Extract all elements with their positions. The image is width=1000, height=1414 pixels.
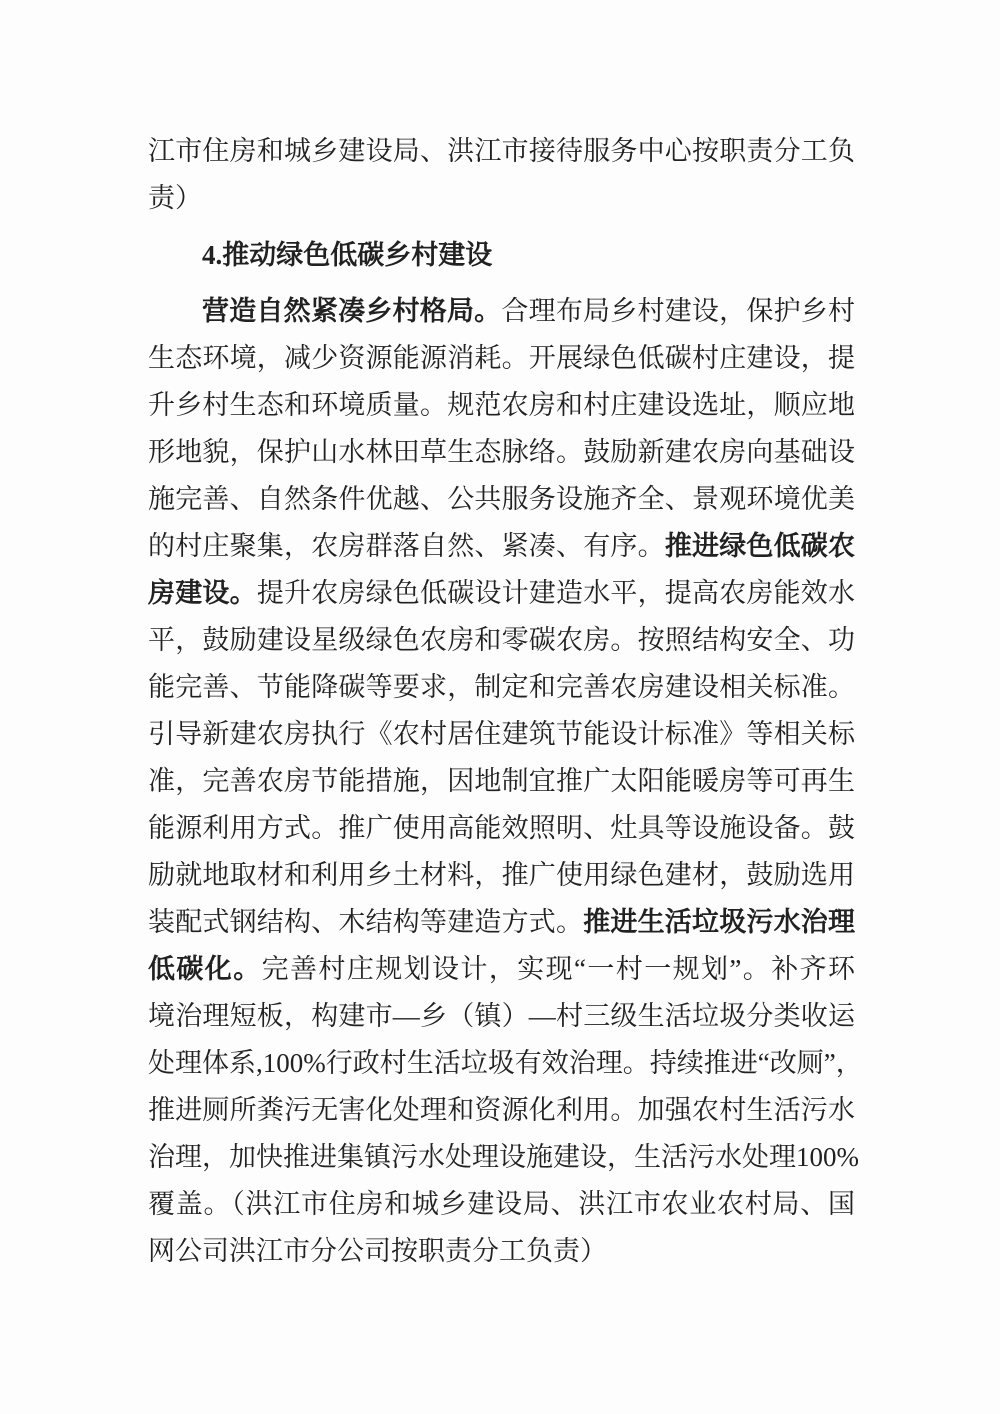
bold-text-run: 推进绿色低碳农 (664, 531, 856, 561)
text-run: 处理体系,100%行政村生活垃圾有效治理。持续推进“改厕”， (148, 1048, 863, 1078)
text-line (148, 570, 855, 617)
text-run: 形地貌，保护山水林田草生态脉络。鼓励新建农房向基础设 (148, 437, 855, 467)
text-run: 能源利用方式。推广使用高能效照明、灶具等设施设备。鼓 (148, 813, 855, 843)
section-heading (148, 232, 855, 279)
text-line (148, 288, 855, 335)
text-line (148, 852, 855, 899)
text-run: 江市住房和城乡建设局、洪江市接待服务中心按职责分工负 (148, 136, 855, 166)
text-line (148, 1228, 855, 1275)
text-line (148, 1087, 855, 1134)
text-run: 网公司洪江市分公司按职责分工负责） (148, 1236, 607, 1266)
text-line (148, 335, 855, 382)
text-run: 的村庄聚集，农房群落自然、紧凑、有序。 (148, 531, 665, 561)
text-line (148, 523, 855, 570)
text-run: 准，完善农房节能措施，因地制宜推广太阳能暖房等可再生 (148, 766, 855, 796)
text-run: 励就地取材和利用乡土材料，推广使用绿色建材，鼓励选用 (148, 860, 855, 890)
text-line (148, 758, 855, 805)
bold-text-run: 房建设。 (148, 578, 257, 608)
text-run: 施完善、自然条件优越、公共服务设施齐全、景观环境优美 (148, 484, 855, 514)
body-paragraph (148, 288, 863, 1275)
text-run: 完善村庄规划设计，实现“一村一规划”。补齐环 (261, 954, 856, 984)
text-run: 覆盖。（洪江市住房和城乡建设局、洪江市农业农村局、国 (148, 1189, 855, 1219)
text-run: 装配式钢结构、木结构等建造方式。 (148, 907, 584, 937)
text-line (148, 1181, 855, 1228)
text-line (148, 946, 855, 993)
text-line (148, 1134, 859, 1181)
text-line (148, 382, 855, 429)
text-run: 引导新建农房执行《农村居住建筑节能设计标准》等相关标 (148, 719, 855, 749)
text-run: 治理，加快推进集镇污水处理设施建设，生活污水处理100% (148, 1142, 859, 1172)
text-line (148, 128, 855, 175)
text-line (148, 175, 855, 222)
text-line (148, 899, 855, 946)
bold-text-run: 营造自然紧凑乡村格局。 (202, 296, 502, 326)
text-run: 推进厕所粪污无害化处理和资源化利用。加强农村生活污水 (148, 1095, 855, 1125)
bold-text-run: 低碳化。 (148, 954, 262, 984)
text-line (148, 993, 855, 1040)
text-line (148, 429, 855, 476)
text-run: 平，鼓励建设星级绿色农房和零碳农房。按照结构安全、功 (148, 625, 855, 655)
text-run: 合理布局乡村建设，保护乡村 (501, 296, 855, 326)
bold-text-run: 4.推动绿色低碳乡村建设 (202, 240, 493, 270)
text-line (148, 232, 855, 279)
text-line (148, 711, 855, 758)
text-run: 升乡村生态和环境质量。规范农房和村庄建设选址，顺应地 (148, 390, 855, 420)
text-line (148, 617, 855, 664)
text-run: 提升农房绿色低碳设计建造水平，提高农房能效水 (256, 578, 856, 608)
text-line (148, 476, 855, 523)
continuation-paragraph (148, 128, 855, 222)
text-run: 生态环境，减少资源能源消耗。开展绿色低碳村庄建设，提 (148, 343, 855, 373)
text-run: 能完善、节能降碳等要求，制定和完善农房建设相关标准。 (148, 672, 855, 702)
text-run: 境治理短板，构建市—乡（镇）—村三级生活垃圾分类收运 (148, 1001, 855, 1031)
document-content (148, 128, 863, 1275)
text-line (148, 805, 855, 852)
bold-text-run: 推进生活垃圾污水治理 (583, 907, 856, 937)
text-line (148, 1040, 863, 1087)
text-line (148, 664, 855, 711)
text-run: 责） (148, 183, 202, 213)
